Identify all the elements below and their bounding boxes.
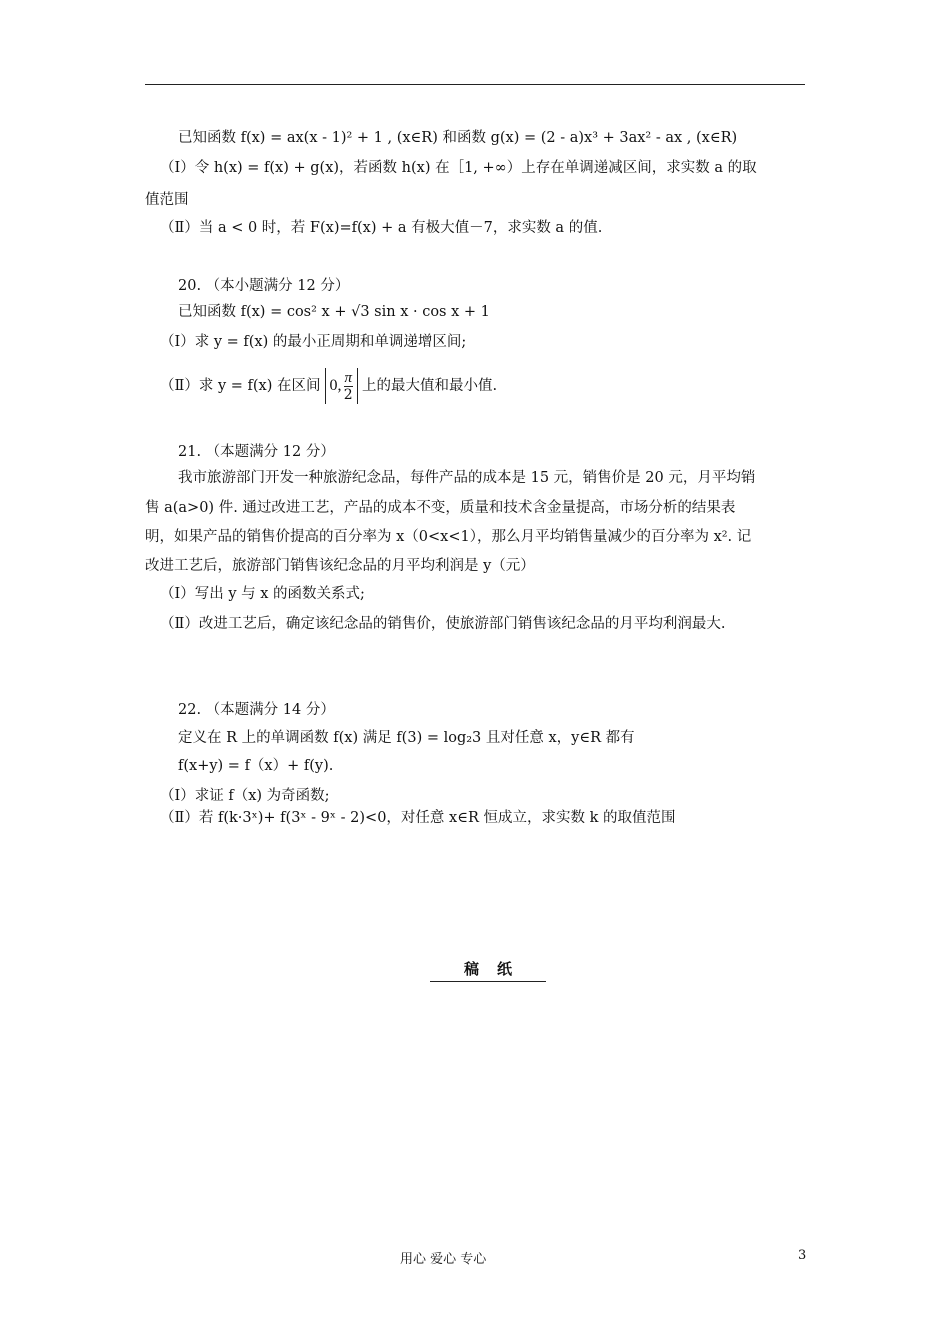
header-rule [145,84,805,85]
q22-part1: （Ⅰ）求证 f（x) 为奇函数; [160,788,330,804]
q21-part1: （Ⅰ）写出 y 与 x 的函数关系式; [160,586,365,602]
q19-part1-cont: 值范围 [145,192,189,208]
draft-paper-title: 稿纸 [430,958,546,982]
q21-line1: 我市旅游部门开发一种旅游纪念品，每件产品的成本是 15 元，销售价是 20 元，月平均销 [178,470,756,486]
q21-part2: （Ⅱ）改进工艺后，确定该纪念品的销售价，使旅游部门销售该纪念品的月平均利润最大. [160,616,726,632]
q20-part2-pre: （Ⅱ）求 y = f(x) 在区间 [160,378,321,394]
q20-part2 [160,368,497,404]
q21-line4: 改进工艺后，旅游部门销售该纪念品的月平均利润是 y（元） [145,558,535,574]
q21-line2: 售 a(a>0) 件. 通过改进工艺，产品的成本不变，质量和技术含金量提高，市场分析的结果表 [145,500,736,516]
q20-header: 20. （本小题满分 12 分） [178,278,350,294]
q22-line1: 定义在 R 上的单调函数 f(x) 满足 f(3) = log₂3 且对任意 x，y∈R 都有 [178,730,635,746]
q20-stem: 已知函数 f(x) = cos² x + √3 sin x · cos x + 1 [178,304,490,320]
q20-part2-post: 上的最大值和最小值. [362,378,498,394]
page-number: 3 [798,1248,807,1263]
interval-fraction [344,370,354,403]
q19-stem: 已知函数 f(x) = ax(x - 1)² + 1 , (x∈R) 和函数 g(x) = (2 - a)x³ + 3ax² - ax , (x∈R) [178,130,738,146]
q22-part2: （Ⅱ）若 f(k·3ˣ)+ f(3ˣ - 9ˣ - 2)<0，对任意 x∈R 恒成立，求实数 k 的取值范围 [160,810,676,826]
q21-line3: 明，如果产品的销售价提高的百分率为 x（0<x<1），那么月平均销售量减少的百分率为 x². 记 [145,529,752,545]
q20-part1: （Ⅰ）求 y = f(x) 的最小正周期和单调递增区间; [160,334,467,350]
fraction-denominator: 2 [343,386,353,403]
interval-bracket [325,368,359,404]
interval-left: 0, [329,377,342,394]
q19-part1: （Ⅰ）令 h(x) = f(x) + g(x)，若函数 h(x) 在［1, +∞）上存在单调递减区间，求实数 a 的取 [160,160,757,176]
fraction-numerator: π [344,369,353,386]
q19-part2: （Ⅱ）当 a < 0 时，若 F(x)=f(x) + a 有极大值－7，求实数 a 的值. [160,220,603,236]
q22-header: 22. （本题满分 14 分） [178,702,335,718]
q22-line2: f(x+y) = f（x）+ f(y). [178,758,334,774]
q21-header: 21. （本题满分 12 分） [178,444,335,460]
footer-motto: 用心 爱心 专心 [400,1252,487,1267]
